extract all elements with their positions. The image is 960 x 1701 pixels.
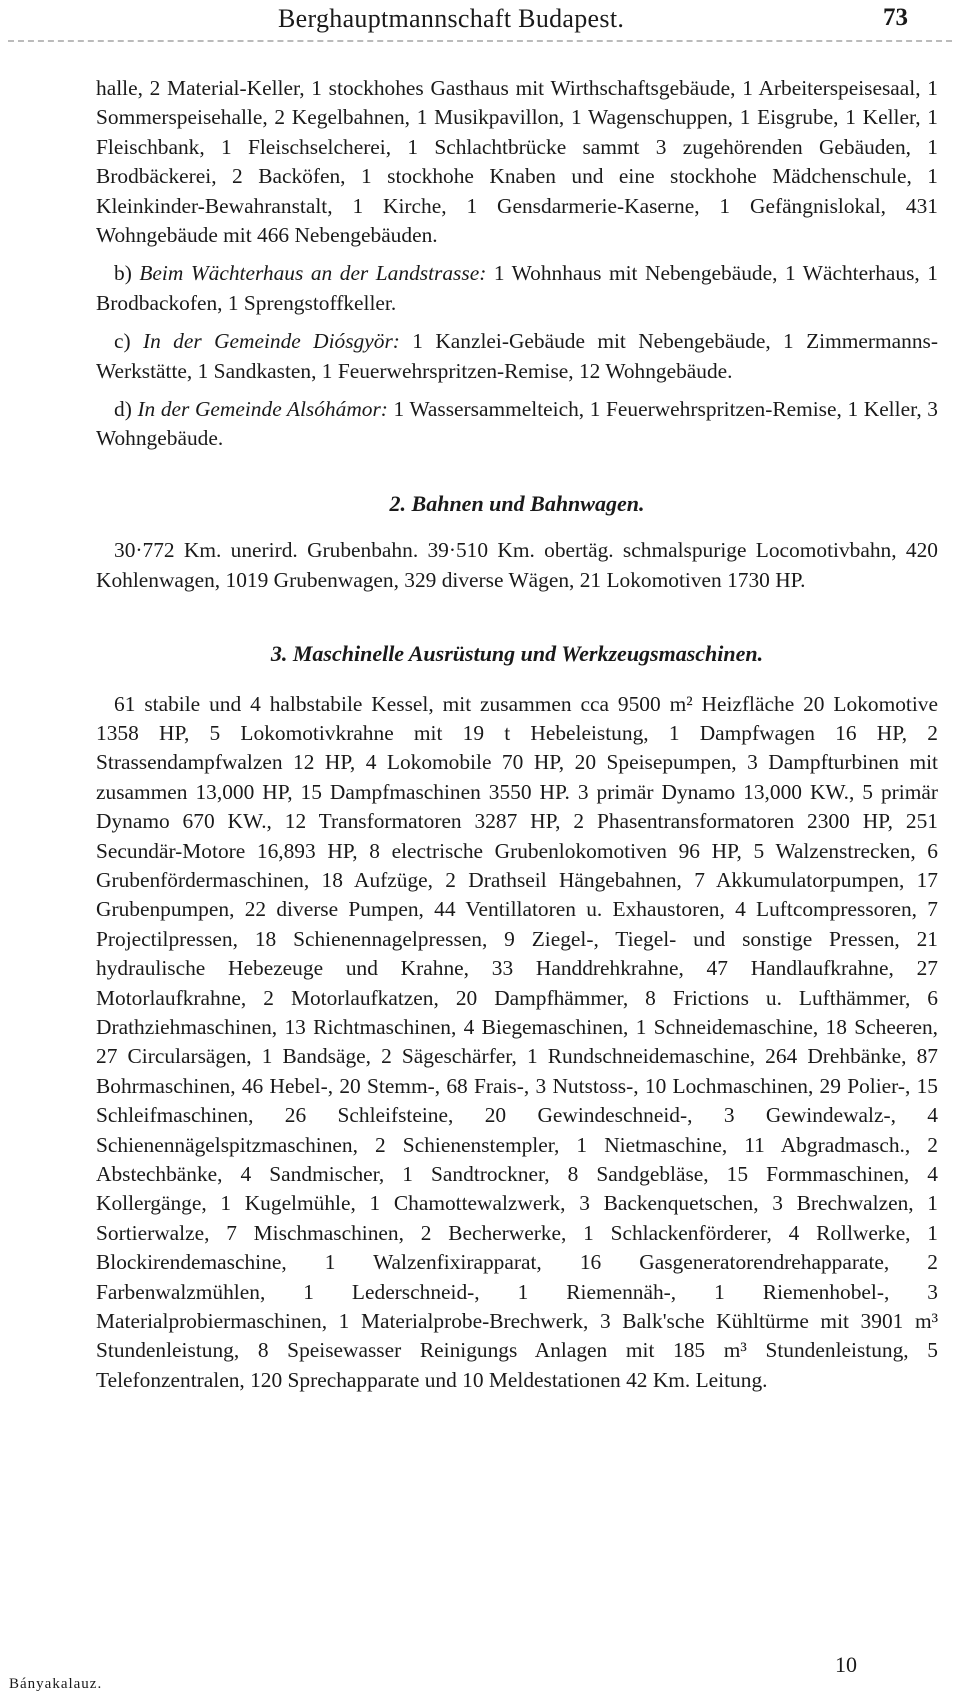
paragraph-b-label: b) xyxy=(114,261,132,286)
paragraph-d-label: d) xyxy=(114,397,132,422)
header-title: Berghauptmannschaft Budapest. xyxy=(278,4,625,33)
paragraph-b xyxy=(96,259,938,318)
paragraph-d xyxy=(96,395,938,454)
paragraph-machines: 61 stabile und 4 halbstabile Kessel, mit zusammen cca 9500 m² Heizfläche 20 Lokomotive 1358 HP, 5 Lokomotivkrahne mit 19 t Hebeleistung, 1 Dampfwagen 16 HP, 2 Strassendampfwalzen 12 HP, 4 Lokomobile 70 HP, 20 Speisepumpen, 3 Dampfturbinen mit zusammen 13,000 HP, 15 Dampfmaschinen 3550 HP. 3 primär Dynamo 13,000 KW., 5 primär Dynamo 670 KW., 12 Transformatoren 3287 HP, 2 Phasentransformatoren 2300 HP, 251 Secundär-Motore 16,893 HP, 8 electrische Grubenlokomotiven 96 HP, 5 Walzenstrecken, 6 Grubenfördermaschinen, 18 Aufzüge, 2 Drathseil Hängebahnen, 7 Akkumulatorpumpen, 17 Grubenpumpen, 22 diverse Pumpen, 44 Ventillatoren u. Exhaustoren, 4 Luftcompressoren, 7 Projectilpressen, 18 Schienennagelpressen, 9 Ziegel-, Tiegel- und sonstige Pressen, 21 hydraulische Hebezeuge und Krahne, 33 Handdrehkrahne, 47 Handlaufkrahne, 27 Motorlaufkrahne, 2 Motorlaufkatzen, 20 Dampfhämmer, 8 Frictions u. Lufthämmer, 6 Drathziehmaschinen, 13 Richtmaschinen, 4 Biegemaschinen, 1 Schneidemaschine, 18 Scheeren, 27 Circularsägen, 1 Bandsäge, 2 Sägeschärfer, 1 Rundschneidemaschine, 264 Drehbänke, 87 Bohrmaschinen, 46 Hebel-, 20 Stemm-, 68 Frais-, 3 Nutstoss-, 10 Lochmaschinen, 29 Polier-, 15 Schleifmaschinen, 26 Schleifsteine, 20 Gewindeschneid-, 3 Gewindewalz-, 4 Schienennägelspitzmaschinen, 2 Schienenstempler, 1 Nietmaschine, 11 Abgradmasch., 2 Abstechbänke, 4 Sandmischer, 1 Sandtrockner, 8 Sandgebläse, 15 Formmaschinen, 4 Kollergänge, 1 Kugelmühle, 1 Chamottewalzwerk, 3 Backenquetschen, 3 Brechwalzen, 1 Sortierwalze, 7 Mischmaschinen, 2 Becherwerke, 1 Schlackenförderer, 4 Rollwerke, 1 Blockirendemaschine, 1 Walzenfixirapparat, 16 Gasgeneratorendrehapparate, 2 Farbenwalzmühlen, 1 Lederschneid-, 1 Riemennäh-, 1 Riemenhobel-, 3 Materialprobiermaschinen, 1 Materialprobe-Brechwerk, 3 Balk'sche Kühltürme mit 3901 m³ Stundenleistung, 8 Speisewasser Reinigungs Anlagen mit 185 m³ Stundenleistung, 5 Telefonzentralen, 120 Sprechapparate und 10 Meldestationen 42 Km. Leitung. xyxy=(96,691,938,1392)
paragraph-c-label: c) xyxy=(114,329,131,354)
running-header xyxy=(0,4,960,34)
paragraph-intro: halle, 2 Material-Keller, 1 stockhohes Gasthaus mit Wirthschaftsgebäude, 1 Arbeiterspeisesaal, 1 Sommerspeisehalle, 2 Kegelbahnen, 1 Musikpavillon, 1 Wagenschuppen, 1 Eisgrube, 1 Keller, 1 Fleischbank, 1 Fleischselcherei, 1 Schlachtbrücke sammt 3 zugehörenden Gebäuden, 1 Brodbäckerei, 2 Backöfen, 1 stockhohe Knaben und eine stockhohe Mädchenschule, 1 Kleinkinder-Bewahranstalt, 1 Kirche, 1 Gensdarmerie-Kaserne, 1 Gefängnislokal, 431 Wohngebäude mit 466 Nebengebäuden. xyxy=(96,76,938,248)
paragraph-d-place: In der Gemeinde Alsóhámor: xyxy=(137,397,388,422)
paragraph-c-place: In der Gemeinde Diósgyör: xyxy=(143,329,400,354)
footer-signature: Bányakalauz. xyxy=(9,1676,103,1692)
page-number: 73 xyxy=(883,4,908,31)
paragraph-railway: 30·772 Km. unerird. Grubenbahn. 39·510 Km. obertäg. schmalspurige Locomotivbahn, 420 Kohlenwagen, 1019 Grubenwagen, 329 diverse Wägen, 21 Lokomotiven 1730 HP. xyxy=(96,538,938,592)
paragraph-c-text: 1 Kanzlei-Gebäude mit Nebengebäude, 1 Zimmermanns-Werkstätte, 1 Sandkasten, 1 Feuerwehrspritzen-Remise, 12 Wohngebäude. xyxy=(96,329,938,383)
section-heading-maschinen: 3. Maschinelle Ausrüstung und Werkzeugsmaschinen. xyxy=(270,641,764,667)
document-body xyxy=(96,74,938,1395)
paragraph-c xyxy=(96,327,938,386)
paragraph-b-place: Beim Wächterhaus an der Landstrasse: xyxy=(139,261,487,286)
footer-sheet-number: 10 xyxy=(835,1652,857,1677)
section-heading-bahnen: 2. Bahnen und Bahnwagen. xyxy=(389,490,645,516)
paragraph-b-text: 1 Wohnhaus mit Nebengebäude, 1 Wächterhaus, 1 Brodbackofen, 1 Sprengstoffkeller. xyxy=(96,261,938,315)
header-rule xyxy=(8,40,952,42)
paragraph-d-text: 1 Wassersammelteich, 1 Feuerwehrspritzen-Remise, 1 Keller, 3 Wohngebäude. xyxy=(96,397,938,451)
